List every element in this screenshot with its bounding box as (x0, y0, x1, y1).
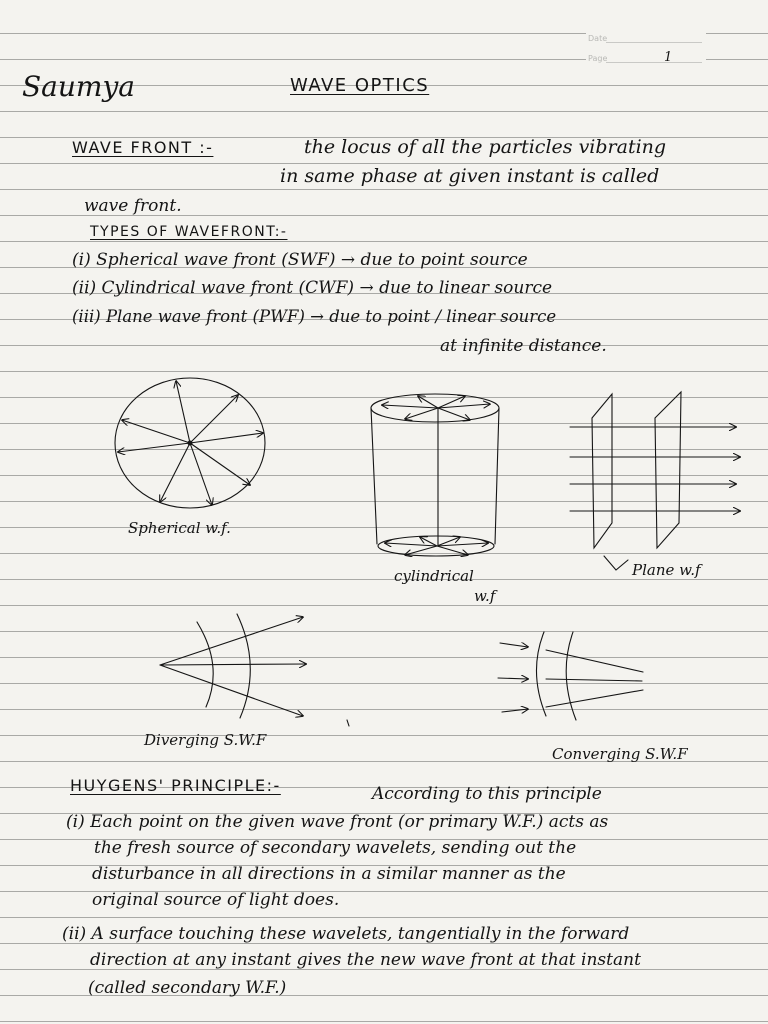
converging-wavefront-figure (498, 632, 643, 720)
huygens-heading: HUYGENS' PRINCIPLE:- (70, 776, 281, 795)
plane-wavefront-figure (570, 392, 740, 570)
spherical-wavefront-figure (115, 378, 265, 508)
page-number: 1 (664, 50, 673, 65)
cylindrical-wavefront-label-line1: cylindrical (394, 567, 474, 585)
wavefront-definition-line1: the locus of all the particles vibrating (304, 136, 667, 158)
type-item-spherical: (i) Spherical wave front (SWF) → due to point source (72, 250, 528, 270)
author-name: Saumya (22, 70, 135, 103)
date-label: Date (588, 34, 608, 43)
huygens-line-2: the fresh source of secondary wavelets, sending out the (94, 838, 577, 858)
huygens-line-3: disturbance in all directions in a similar manner as the (92, 864, 566, 884)
huygens-line-4: original source of light does. (92, 890, 340, 910)
wavefront-heading: WAVE FRONT :- (72, 138, 214, 157)
huygens-line-7: (called secondary W.F.) (88, 978, 287, 998)
plane-wavefront-label: Plane w.f (632, 561, 701, 579)
diverging-wavefront-figure (160, 614, 349, 726)
type-item-plane: (iii) Plane wave front (PWF) → due to point / linear source (72, 307, 557, 326)
type-item-cylindrical: (ii) Cylindrical wave front (CWF) → due to linear source (72, 278, 553, 298)
cylindrical-wavefront-label-line2: w.f (474, 587, 496, 605)
wavefront-definition-line3: wave front. (84, 196, 182, 216)
type-item-plane-continuation: at infinite distance. (440, 336, 607, 356)
diverging-wavefront-label: Diverging S.W.F (144, 731, 267, 749)
wavefront-definition-line2: in same phase at given instant is called (280, 165, 660, 187)
page-title: WAVE OPTICS (290, 75, 430, 96)
converging-wavefront-label: Converging S.W.F (552, 745, 688, 763)
huygens-line-1: (i) Each point on the given wave front (or primary W.F.) acts as (66, 812, 609, 832)
cylindrical-wavefront-figure (371, 394, 499, 556)
types-heading: TYPES OF WAVEFRONT:- (90, 224, 288, 240)
spherical-wavefront-label: Spherical w.f. (128, 519, 231, 537)
page-label: Page (588, 54, 608, 63)
huygens-line-6: direction at any instant gives the new wave front at that instant (90, 950, 641, 970)
huygens-line-5: (ii) A surface touching these wavelets, tangentially in the forward (62, 924, 630, 944)
huygens-intro: According to this principle (372, 784, 602, 804)
